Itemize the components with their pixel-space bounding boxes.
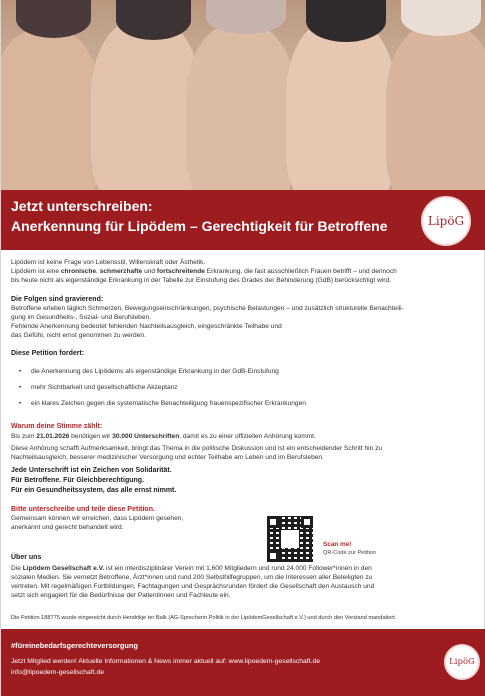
stimme-line-3: Nachteilsausgleich, besserer medizinischer Versorgung und echter Teilhabe am Leben und im Berufsleben.	[11, 454, 324, 461]
list-item: • ein klares Zeichen gegen die systematische Benachteiligung frauenspezifischer Erkrankungen	[15, 400, 470, 416]
headline-line-1: Jetzt unterschreiben:	[11, 198, 153, 214]
list-item: • die Anerkennung des Lipödems als eigenständige Erkrankung in der GdB-Einstufung	[15, 368, 470, 384]
stimme-heading: Warum deine Stimme zählt:	[11, 423, 103, 430]
lipoeg-logo	[421, 196, 471, 246]
fordert-heading: Diese Petition fordert:	[11, 350, 85, 357]
folgen-line-3: Fehlende Anerkennung bedeutet fehlenden Nachteilsausgleich, eingeschränkte Teilhabe und	[11, 323, 282, 330]
footer-website-line[interactable]: Jetzt Mitglied werden! Aktuelle Informationen & News immer aktuell auf: www.lipoedem-gesellschaft.de	[11, 658, 321, 665]
folgen-line-2: gung im Gesundheits-, Sozial- und Berufsleben.	[11, 314, 152, 321]
footer-banner	[1, 629, 485, 696]
logo-text: LipöG	[427, 214, 465, 228]
headline-banner	[1, 190, 485, 250]
footer-logo-text: LipöG	[449, 657, 475, 667]
ueber-heading: Über uns	[11, 554, 42, 561]
fordert-list	[15, 368, 470, 416]
solidaritaet-line-1: Jede Unterschrift ist ein Zeichen von Solidarität.	[11, 467, 172, 474]
folgen-line-4: das Gefühl, nicht ernst genommen zu werden.	[11, 332, 146, 339]
solidaritaet-line-2: Für Betroffene. Für Gleichberechtigung.	[11, 477, 145, 484]
petition-note: Die Petition 188775 wurde eingereicht durch Hendrikje ter Balk (AG-Sprecherin Politik in der LipödemGesellschaft e.V.) und durch den Vorstand mandatiert.	[11, 615, 397, 621]
footer-lipoeg-logo	[444, 644, 480, 680]
footer-email-link[interactable]: info@lipoedem-gesellschaft.de	[11, 669, 105, 676]
ueber-line-2: sozialen Medien. Sie vernetzt Betroffene, Ärzt*innen und rund 200 Selbsthilfegruppen, um die Interessen aller Beteiligten zu	[11, 574, 373, 581]
solidaritaet-line-3: Für ein Gesundheitssystem, das alle ernst nimmt.	[11, 487, 177, 494]
ueber-line-4: setzt sich engagiert für die Bedürfnisse der Patientinnen und Fachleute ein.	[11, 592, 231, 599]
hero-photo-legs	[1, 0, 485, 190]
teilen-line-1: Gemeinsam können wir erreichen, dass Lipödem gesehen,	[11, 515, 184, 522]
stimme-line-2: Diese Anhörung schafft Aufmerksamkeit, bringt das Thema in die politische Diskussion und ist ein entscheidender Schritt hin zu	[11, 445, 383, 452]
footer-hashtag: #füreinebedarfsgerechteversorgung	[11, 641, 138, 650]
list-item: • mehr Sichtbarkeit und gesellschaftliche Akzeptanz	[15, 384, 470, 400]
folgen-line-1: Betroffene erleben täglich Schmerzen, Bewegungseinschränkungen, psychische Belastungen – und zusätzlich strukturelle Benachteili-	[11, 305, 404, 312]
petition-qr-code[interactable]	[267, 516, 313, 562]
qr-scan-label: Scan me!	[323, 541, 352, 548]
stimme-line-1: Bis zum 21.01.2026 benötigen wir 30.000 Unterschriften, damit es zu einer offiziellen Anhörung kommt.	[11, 433, 316, 440]
folgen-heading: Die Folgen sind gravierend:	[11, 296, 104, 303]
qr-caption: QR-Code zur Petition	[323, 550, 377, 556]
intro-line-2: Lipödem ist eine chronische, schmerzhafte und fortschreitende Erkrankung, die fast ausschließlich Frauen betrifft – und dennoch	[11, 268, 397, 275]
ueber-line-3: vertreten. Mit regelmäßigen Fortbildungen, Fachtagungen und Gesprächsrunden fördert die Gesellschaft den Austausch und	[11, 583, 375, 590]
intro-line-1: Lipödem ist keine Frage von Lebensstil, Willenskraft oder Ästhetik.	[11, 259, 206, 266]
intro-line-3: bis heute nicht als eigenständige Erkrankung in der Tabelle zur Einstufung des Grades der Behinderung (GdB) berücksichtigt wird.	[11, 277, 391, 284]
teilen-heading: Bitte unterschreibe und teile diese Petition.	[11, 506, 155, 513]
teilen-line-2: anerkannt und gerecht behandelt wird.	[11, 524, 124, 531]
headline-line-2: Anerkennung für Lipödem – Gerechtigkeit für Betroffene	[11, 218, 388, 234]
ueber-line-1: Die Lipödem Gesellschaft e.V. ist ein interdisziplinärer Verein mit 1.600 Mitgliedern und rund 24.000 Follower*innen in den	[11, 565, 372, 572]
